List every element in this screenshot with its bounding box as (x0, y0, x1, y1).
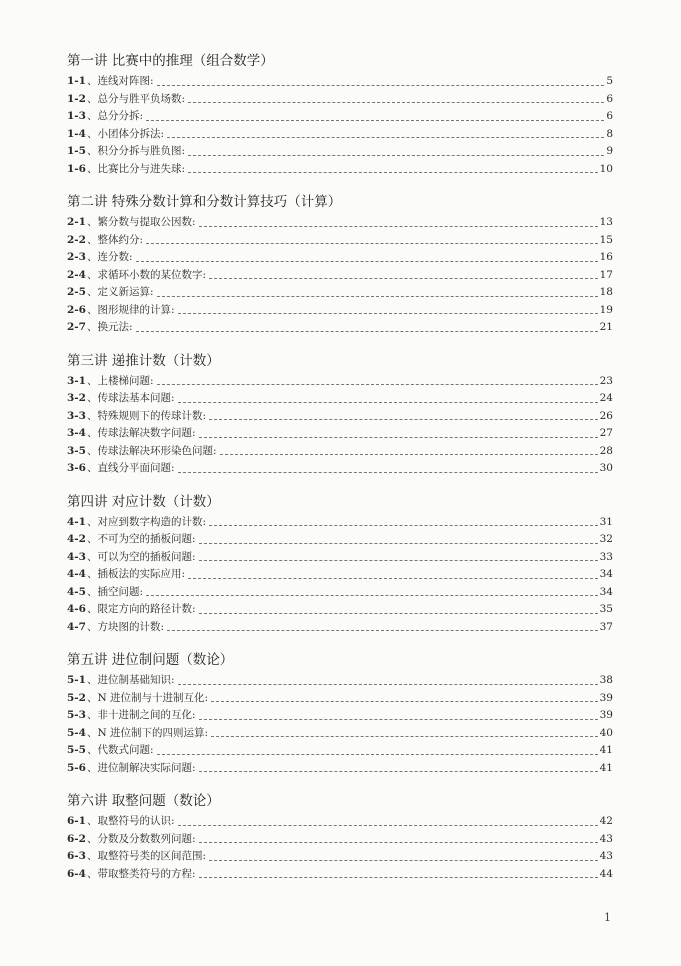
dotted-leader (199, 437, 598, 438)
dotted-leader (199, 543, 598, 544)
entry-page: 37 (599, 620, 613, 633)
entry-label: 、传球法基本问题: (86, 392, 175, 404)
entry-label: 、对应到数字构造的计数: (86, 515, 207, 528)
entry-page: 16 (599, 251, 613, 263)
entry-label: 、进位制解决实际问题: (86, 761, 196, 774)
entry-label: 、上楼梯问题: (86, 374, 154, 387)
entry-page: 6 (606, 110, 613, 122)
dotted-leader (146, 120, 604, 121)
dotted-leader (188, 172, 598, 173)
toc-entry (67, 390, 613, 408)
entry-number: 2-3 (67, 251, 86, 263)
entry-page: 28 (599, 444, 613, 457)
entry-number: 6-1 (67, 815, 86, 827)
entry-number: 6-3 (67, 850, 86, 862)
dotted-leader (199, 226, 598, 227)
entry-number: 2-4 (67, 268, 86, 281)
toc-entry (67, 73, 613, 91)
entry-number: 2-1 (67, 216, 86, 228)
toc-entry (67, 601, 613, 619)
section-title: 第六讲 取整问题（数论） (67, 793, 220, 809)
toc-entry (67, 408, 613, 426)
entry-label: 、特殊规则下的传球计数: (86, 409, 207, 422)
entry-number: 1-6 (67, 162, 86, 175)
entry-label: 、比赛比分与进失球: (86, 162, 186, 175)
entry-page: 13 (599, 216, 613, 228)
entry-page: 34 (599, 585, 613, 598)
dotted-leader (220, 454, 598, 455)
dotted-leader (199, 719, 598, 720)
entry-page: 26 (599, 409, 613, 422)
dotted-leader (178, 684, 598, 685)
entry-number: 2-5 (67, 286, 86, 298)
dotted-leader (178, 472, 598, 473)
entry-page: 43 (599, 832, 613, 845)
entry-number: 2-2 (67, 233, 86, 246)
entry-page: 32 (599, 533, 613, 545)
entry-number: 4-4 (67, 568, 86, 580)
entry-number: 3-3 (67, 409, 86, 422)
dotted-leader (209, 278, 598, 279)
dotted-leader (178, 825, 598, 826)
entry-number: 6-4 (67, 867, 86, 880)
dotted-leader (199, 842, 598, 843)
toc-entry (67, 249, 613, 267)
entry-label: 、小团体分拆法: (86, 127, 165, 140)
entry-label: 、方块图的计数: (86, 620, 165, 633)
entry-number: 2-7 (67, 321, 86, 333)
entry-number: 1-4 (67, 127, 86, 140)
entry-number: 1-5 (67, 145, 86, 157)
dotted-leader (157, 85, 605, 86)
section-title: 第一讲 比赛中的推理（组合数学） (67, 53, 274, 69)
entry-label: 、N 进位制下的四则运算: (86, 726, 209, 739)
toc-entry (67, 813, 613, 831)
section-title: 第三讲 递推计数（计数） (67, 352, 220, 369)
entry-number: 1-2 (67, 92, 86, 105)
entry-page: 30 (599, 462, 613, 474)
entry-number: 1-1 (67, 75, 86, 87)
table-of-contents (67, 52, 613, 898)
entry-label: 、连线对阵图: (86, 75, 154, 87)
dotted-leader (146, 595, 598, 596)
dotted-leader (178, 313, 598, 314)
entry-page: 19 (599, 303, 613, 316)
toc-entry (67, 672, 613, 690)
dotted-leader (211, 736, 598, 737)
toc-section (67, 352, 613, 478)
toc-entry (67, 319, 613, 337)
toc-entry (67, 831, 613, 849)
toc-entry (67, 108, 613, 126)
entry-page: 38 (599, 674, 613, 686)
entry-label: 、插空问题: (86, 585, 144, 598)
toc-entry (67, 267, 613, 285)
toc-entry (67, 214, 613, 232)
entry-label: 、图形规律的计算: (86, 303, 175, 316)
toc-entry (67, 284, 613, 302)
toc-entry (67, 161, 613, 179)
entry-label: 、繁分数与提取公因数: (86, 216, 196, 228)
entry-page: 31 (599, 515, 613, 528)
entry-page: 39 (599, 709, 613, 721)
entry-number: 5-2 (67, 691, 86, 704)
entry-number: 4-6 (67, 603, 86, 615)
dotted-leader (167, 137, 604, 138)
toc-entry (67, 707, 613, 725)
toc-entry (67, 425, 613, 443)
entry-number: 3-4 (67, 427, 86, 439)
entry-number: 4-7 (67, 620, 86, 633)
toc-entry (67, 302, 613, 320)
entry-label: 、进位制基础知识: (86, 674, 175, 686)
entry-number: 5-3 (67, 709, 86, 721)
entry-label: 、带取整类符号的方程: (86, 867, 196, 880)
toc-entry (67, 143, 613, 161)
entry-label: 、换元法: (86, 321, 133, 333)
entry-label: 、积分分拆与胜负图: (86, 145, 186, 157)
entry-label: 、分数及分数数列问题: (86, 832, 196, 845)
entry-label: 、限定方向的路径计数: (86, 603, 196, 615)
entry-label: 、传球法解决数字问题: (86, 427, 196, 439)
toc-entry (67, 742, 613, 760)
toc-entry (67, 866, 613, 884)
dotted-leader (199, 877, 598, 878)
dotted-leader (199, 613, 598, 614)
entry-number: 3-5 (67, 444, 86, 457)
entry-page: 41 (599, 761, 613, 774)
toc-section (67, 493, 613, 637)
entry-number: 4-5 (67, 585, 86, 598)
dotted-leader (167, 630, 598, 631)
entry-page: 17 (599, 268, 613, 281)
toc-section (67, 193, 613, 337)
entry-label: 、取整符号类的区间范围: (86, 850, 207, 862)
entry-page: 21 (599, 321, 613, 333)
entry-page: 40 (599, 726, 613, 739)
dotted-leader (188, 578, 598, 579)
entry-page: 8 (606, 127, 613, 140)
entry-number: 5-1 (67, 674, 86, 686)
entry-label: 、直线分平面问题: (86, 462, 175, 474)
toc-section (67, 52, 613, 178)
entry-number: 5-4 (67, 726, 86, 739)
entry-page: 42 (599, 815, 613, 827)
entry-page: 24 (599, 392, 613, 404)
dotted-leader (188, 155, 604, 156)
entry-label: 、传球法解决环形染色问题: (86, 444, 217, 457)
entry-number: 4-2 (67, 533, 86, 545)
entry-page: 5 (606, 75, 613, 87)
entry-page: 41 (599, 744, 613, 756)
entry-label: 、定义新运算: (86, 286, 154, 298)
toc-entry (67, 690, 613, 708)
dotted-leader (209, 860, 598, 861)
entry-page: 10 (599, 162, 613, 175)
entry-page: 34 (599, 568, 613, 580)
entry-number: 4-3 (67, 550, 86, 563)
entry-label: 、不可为空的插板问题: (86, 533, 196, 545)
dotted-leader (136, 331, 598, 332)
toc-entry (67, 91, 613, 109)
entry-page: 6 (606, 92, 613, 105)
entry-label: 、非十进制之间的互化: (86, 709, 196, 721)
entry-page: 15 (599, 233, 613, 246)
dotted-leader (199, 560, 598, 561)
entry-number: 3-6 (67, 462, 86, 474)
dotted-leader (209, 525, 598, 526)
toc-entry (67, 232, 613, 250)
toc-entry (67, 443, 613, 461)
section-title: 第五讲 进位制问题（数论） (67, 652, 234, 668)
toc-section (67, 651, 613, 777)
entry-label: 、总分分拆: (86, 110, 144, 122)
entry-label: 、取整符号的认识: (86, 815, 175, 827)
entry-label: 、连分数: (86, 251, 133, 263)
entry-number: 2-6 (67, 303, 86, 316)
toc-entry (67, 584, 613, 602)
toc-entry (67, 848, 613, 866)
dotted-leader (157, 384, 598, 385)
toc-section (67, 792, 613, 883)
entry-number: 5-6 (67, 761, 86, 774)
toc-entry (67, 531, 613, 549)
dotted-leader (136, 261, 598, 262)
entry-page: 39 (599, 691, 613, 704)
dotted-leader (178, 402, 598, 403)
toc-entry (67, 460, 613, 478)
entry-page: 18 (599, 286, 613, 298)
entry-page: 43 (599, 850, 613, 862)
toc-entry (67, 514, 613, 532)
toc-entry (67, 725, 613, 743)
entry-number: 1-3 (67, 110, 86, 122)
entry-label: 、求循环小数的某位数字: (86, 268, 207, 281)
entry-label: 、插板法的实际应用: (86, 568, 186, 580)
dotted-leader (211, 701, 598, 702)
entry-page: 33 (599, 550, 613, 563)
toc-entry (67, 373, 613, 391)
entry-page: 44 (599, 867, 613, 880)
toc-entry (67, 549, 613, 567)
dotted-leader (146, 243, 598, 244)
entry-page: 9 (606, 145, 613, 157)
entry-number: 4-1 (67, 515, 86, 528)
entry-number: 5-5 (67, 744, 86, 756)
entry-number: 6-2 (67, 832, 86, 845)
entry-label: 、整体约分: (86, 233, 144, 246)
entry-number: 3-1 (67, 374, 86, 387)
dotted-leader (199, 771, 598, 772)
dotted-leader (209, 419, 598, 420)
dotted-leader (157, 296, 598, 297)
entry-page: 35 (599, 603, 613, 615)
toc-entry (67, 619, 613, 637)
entry-label: 、N 进位制与十进制互化: (86, 691, 209, 704)
entry-number: 3-2 (67, 392, 86, 404)
toc-entry (67, 566, 613, 584)
entry-label: 、总分与胜平负场数: (86, 92, 186, 105)
page-number: 1 (604, 911, 611, 924)
dotted-leader (157, 754, 598, 755)
entry-label: 、代数式问题: (86, 744, 154, 756)
section-title: 第四讲 对应计数（计数） (67, 493, 220, 510)
toc-entry (67, 126, 613, 144)
entry-label: 、可以为空的插板问题: (86, 550, 196, 563)
entry-page: 27 (599, 427, 613, 439)
toc-entry (67, 760, 613, 778)
section-title: 第二讲 特殊分数计算和分数计算技巧（计算） (67, 194, 342, 210)
dotted-leader (188, 102, 604, 103)
entry-page: 23 (599, 374, 613, 387)
